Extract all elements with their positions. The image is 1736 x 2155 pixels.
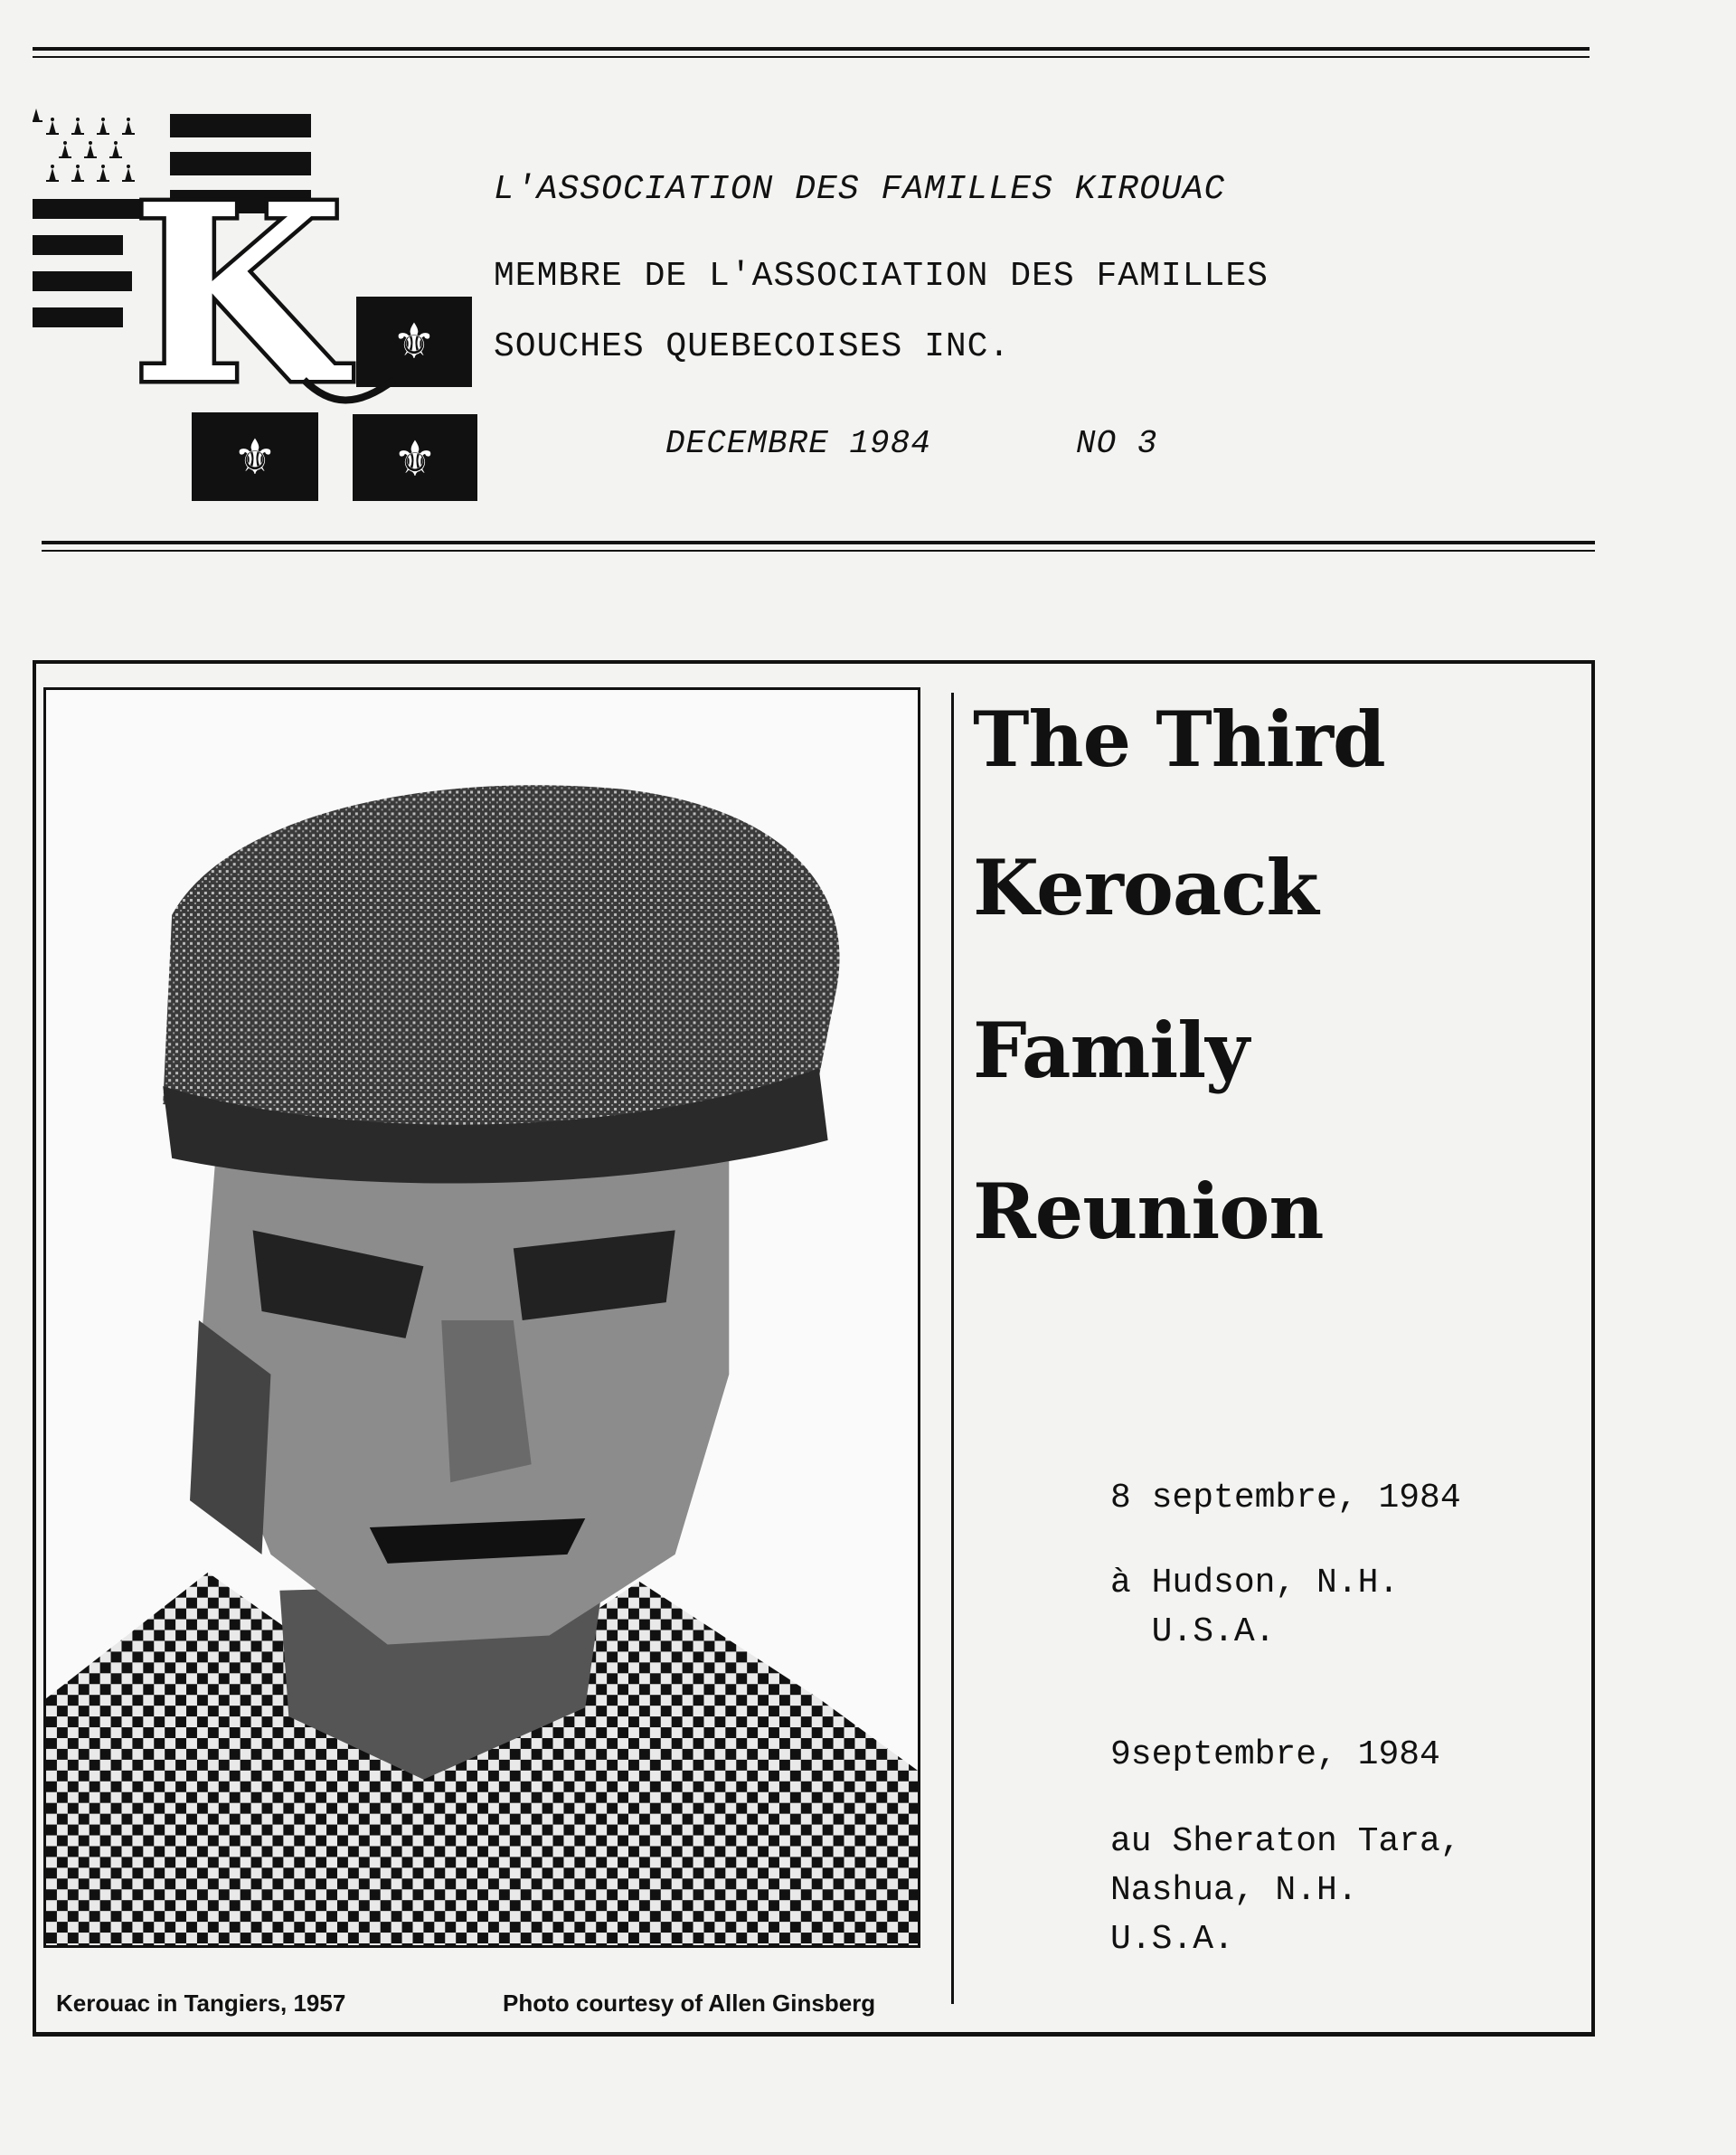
event-place-2: au Sheraton Tara, Nashua, N.H. U.S.A. <box>1110 1822 1461 1959</box>
event-date-1: 8 septembre, 1984 <box>1110 1479 1461 1517</box>
svg-text:K: K <box>132 150 344 438</box>
header-rule <box>42 541 1595 552</box>
svg-text:⚜: ⚜ <box>232 429 278 486</box>
event-date-2: 9septembre, 1984 <box>1110 1735 1440 1774</box>
svg-text:⚜: ⚜ <box>392 313 437 370</box>
issue-number: NO 3 <box>1076 425 1158 462</box>
svg-text:⚜: ⚜ <box>392 430 438 487</box>
column-divider <box>951 693 954 2004</box>
association-logo <box>33 109 485 506</box>
association-name: L'ASSOCIATION DES FAMILLES KIROUAC <box>494 170 1226 209</box>
ermine-icon <box>33 109 135 182</box>
headline-line-4: Reunion <box>973 1167 1324 1256</box>
photo-credit: Photo courtesy of Allen Ginsberg <box>503 1990 876 2017</box>
event-place-1: à Hudson, N.H. U.S.A. <box>1110 1564 1400 1651</box>
portrait-photo <box>43 687 920 1948</box>
headline-line-2: Keroack <box>973 843 1318 932</box>
membership-line-1: MEMBRE DE L'ASSOCIATION DES FAMILLES <box>494 257 1269 296</box>
issue-date: DECEMBRE 1984 <box>665 425 931 462</box>
photo-caption: Kerouac in Tangiers, 1957 <box>56 1990 346 2017</box>
membership-line-2: SOUCHES QUEBECOISES INC. <box>494 327 1011 366</box>
headline-line-1: The Third <box>973 695 1385 784</box>
top-rule <box>33 47 1590 58</box>
headline-line-3: Family <box>973 1006 1249 1095</box>
